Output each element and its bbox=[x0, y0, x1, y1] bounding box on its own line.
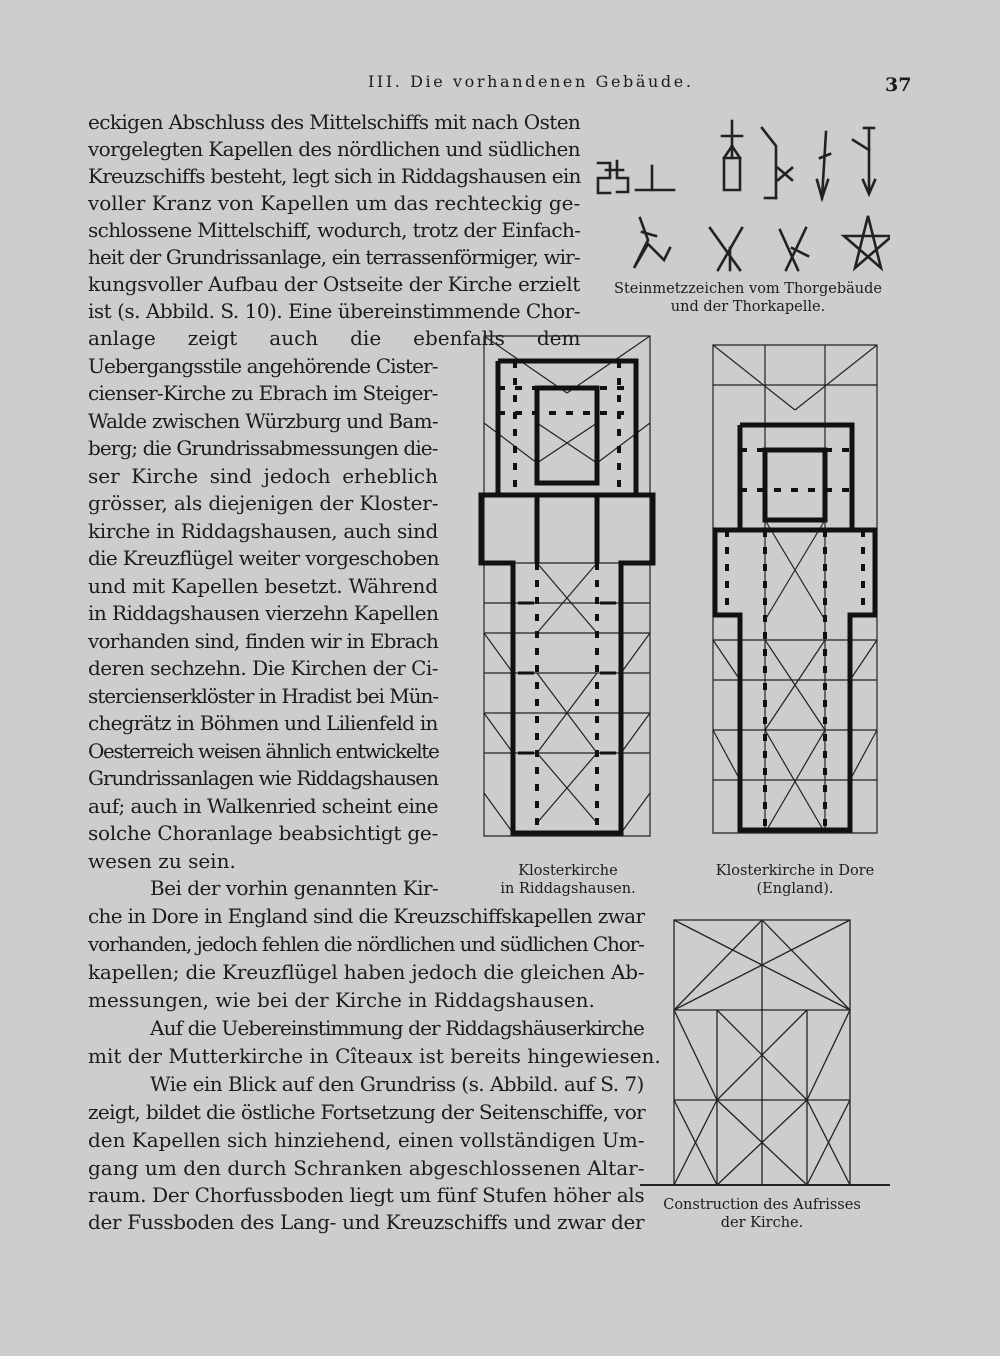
text-line: kirche in Riddagshausen, auch sind bbox=[88, 519, 439, 543]
text-line: die Kreuzflügel weiter vorgeschoben bbox=[88, 546, 439, 570]
masons-marks-figure bbox=[590, 118, 890, 278]
text-line: auf; auch in Walkenried scheint eine bbox=[88, 794, 438, 818]
text-line: der Fussboden des Lang- und Kreuzschiffs und zwar der bbox=[88, 1210, 645, 1234]
text-line: cienser-Kirche zu Ebrach im Steiger- bbox=[88, 381, 438, 405]
caption-line: Steinmetzzeichen vom Thorgebäude bbox=[614, 281, 882, 297]
text-line: Bei der vorhin genannten Kir- bbox=[150, 876, 439, 900]
text-line: Wie ein Blick auf den Grundriss (s. Abbild. auf S. 7) bbox=[150, 1072, 644, 1096]
text-line: Uebergangsstile angehörende Cister- bbox=[88, 354, 438, 378]
text-line: grösser, als diejenigen der Kloster- bbox=[88, 491, 439, 515]
mason-mark-1 bbox=[598, 161, 628, 193]
mason-mark-3 bbox=[722, 121, 742, 190]
mason-mark-5 bbox=[817, 132, 830, 198]
plan-dore bbox=[707, 340, 883, 836]
text-line: ist (s. Abbild. S. 10). Eine übereinstimmende Chor- bbox=[88, 299, 581, 323]
caption-line: in Riddagshausen. bbox=[500, 881, 636, 897]
text-line: gang um den durch Schranken abgeschlossenen Altar- bbox=[88, 1156, 645, 1180]
caption-line: und der Thorkapelle. bbox=[670, 299, 826, 315]
text-line: vorgelegten Kapellen des nördlichen und südlichen bbox=[88, 137, 581, 161]
caption-line: Klosterkirche bbox=[518, 863, 618, 879]
mason-mark-2 bbox=[636, 166, 674, 190]
mason-mark-7 bbox=[634, 218, 670, 268]
text-line: vorhanden sind, finden wir in Ebrach bbox=[88, 629, 439, 653]
text-line: anlage zeigt auch die ebenfalls dem bbox=[88, 326, 581, 350]
elevation-construction bbox=[640, 915, 890, 1190]
page-number: 37 bbox=[885, 74, 912, 96]
caption-line: Construction des Aufrisses bbox=[663, 1197, 861, 1213]
text-line: Oesterreich weisen ähnlich entwickelte bbox=[88, 739, 439, 763]
text-line: in Riddagshausen vierzehn Kapellen bbox=[88, 601, 439, 625]
running-title: III. Die vorhandenen Gebäude. bbox=[368, 72, 694, 91]
text-line: che in Dore in England sind die Kreuzschiffskapellen zwar bbox=[88, 904, 645, 928]
text-line: kungsvoller Aufbau der Ostseite der Kirche erzielt bbox=[88, 272, 580, 296]
text-line: voller Kranz von Kapellen um das rechteckig ge- bbox=[88, 191, 581, 215]
mason-mark-6 bbox=[853, 128, 875, 194]
mason-mark-9 bbox=[780, 228, 808, 270]
text-line: berg; die Grundrissabmessungen die- bbox=[88, 436, 438, 460]
text-line: Auf die Uebereinstimmung der Riddagshäuserkirche bbox=[150, 1016, 644, 1040]
text-line: mit der Mutterkirche in Cîteaux ist bereits hingewiesen. bbox=[88, 1044, 661, 1068]
caption-line: Klosterkirche in Dore bbox=[715, 863, 875, 879]
text-line: solche Choranlage beabsichtigt ge- bbox=[88, 821, 439, 845]
text-line: Kreuzschiffs besteht, legt sich in Riddagshausen ein bbox=[88, 164, 581, 188]
caption-line: (England). bbox=[756, 881, 834, 897]
mason-mark-10 bbox=[844, 216, 890, 268]
text-line: vorhanden, jedoch fehlen die nördlichen und südlichen Chor- bbox=[88, 932, 644, 956]
plan-riddagshausen-caption bbox=[478, 862, 658, 898]
text-line: Grundrissanlagen wie Riddagshausen bbox=[88, 766, 439, 790]
text-line: den Kapellen sich hinziehend, einen vollständigen Um- bbox=[88, 1128, 645, 1152]
text-line: schlossene Mittelschiff, wodurch, trotz der Einfach- bbox=[88, 218, 581, 242]
mason-mark-8 bbox=[710, 228, 742, 270]
text-line: kapellen; die Kreuzflügel haben jedoch die gleichen Ab- bbox=[88, 960, 645, 984]
text-line: eckigen Abschluss des Mittelschiffs mit nach Osten bbox=[88, 110, 581, 134]
text-line: und mit Kapellen besetzt. Während bbox=[88, 574, 438, 598]
mason-mark-4 bbox=[762, 128, 792, 198]
text-line: stercienserklöster in Hradist bei Mün- bbox=[88, 684, 439, 708]
text-line: heit der Grundrissanlage, ein terrassenförmiger, wir- bbox=[88, 245, 580, 269]
text-line: Walde zwischen Würzburg und Bam- bbox=[88, 409, 439, 433]
elevation-caption bbox=[652, 1196, 872, 1232]
plan-dore-caption bbox=[697, 862, 893, 898]
text-line: ser Kirche sind jedoch erheblich bbox=[88, 464, 439, 488]
caption-line: der Kirche. bbox=[720, 1215, 804, 1231]
text-line: chegrätz in Böhmen und Lilienfeld in bbox=[88, 711, 438, 735]
text-line: wesen zu sein. bbox=[88, 849, 236, 873]
plan-riddagshausen bbox=[478, 333, 658, 843]
text-line: messungen, wie bei der Kirche in Riddagshausen. bbox=[88, 988, 595, 1012]
text-line: raum. Der Chorfussboden liegt um fünf Stufen höher als bbox=[88, 1183, 645, 1207]
masons-marks-caption bbox=[598, 280, 898, 316]
text-line: deren sechzehn. Die Kirchen der Ci- bbox=[88, 656, 438, 680]
text-line: zeigt, bildet die östliche Fortsetzung der Seitenschiffe, vor bbox=[88, 1100, 646, 1124]
